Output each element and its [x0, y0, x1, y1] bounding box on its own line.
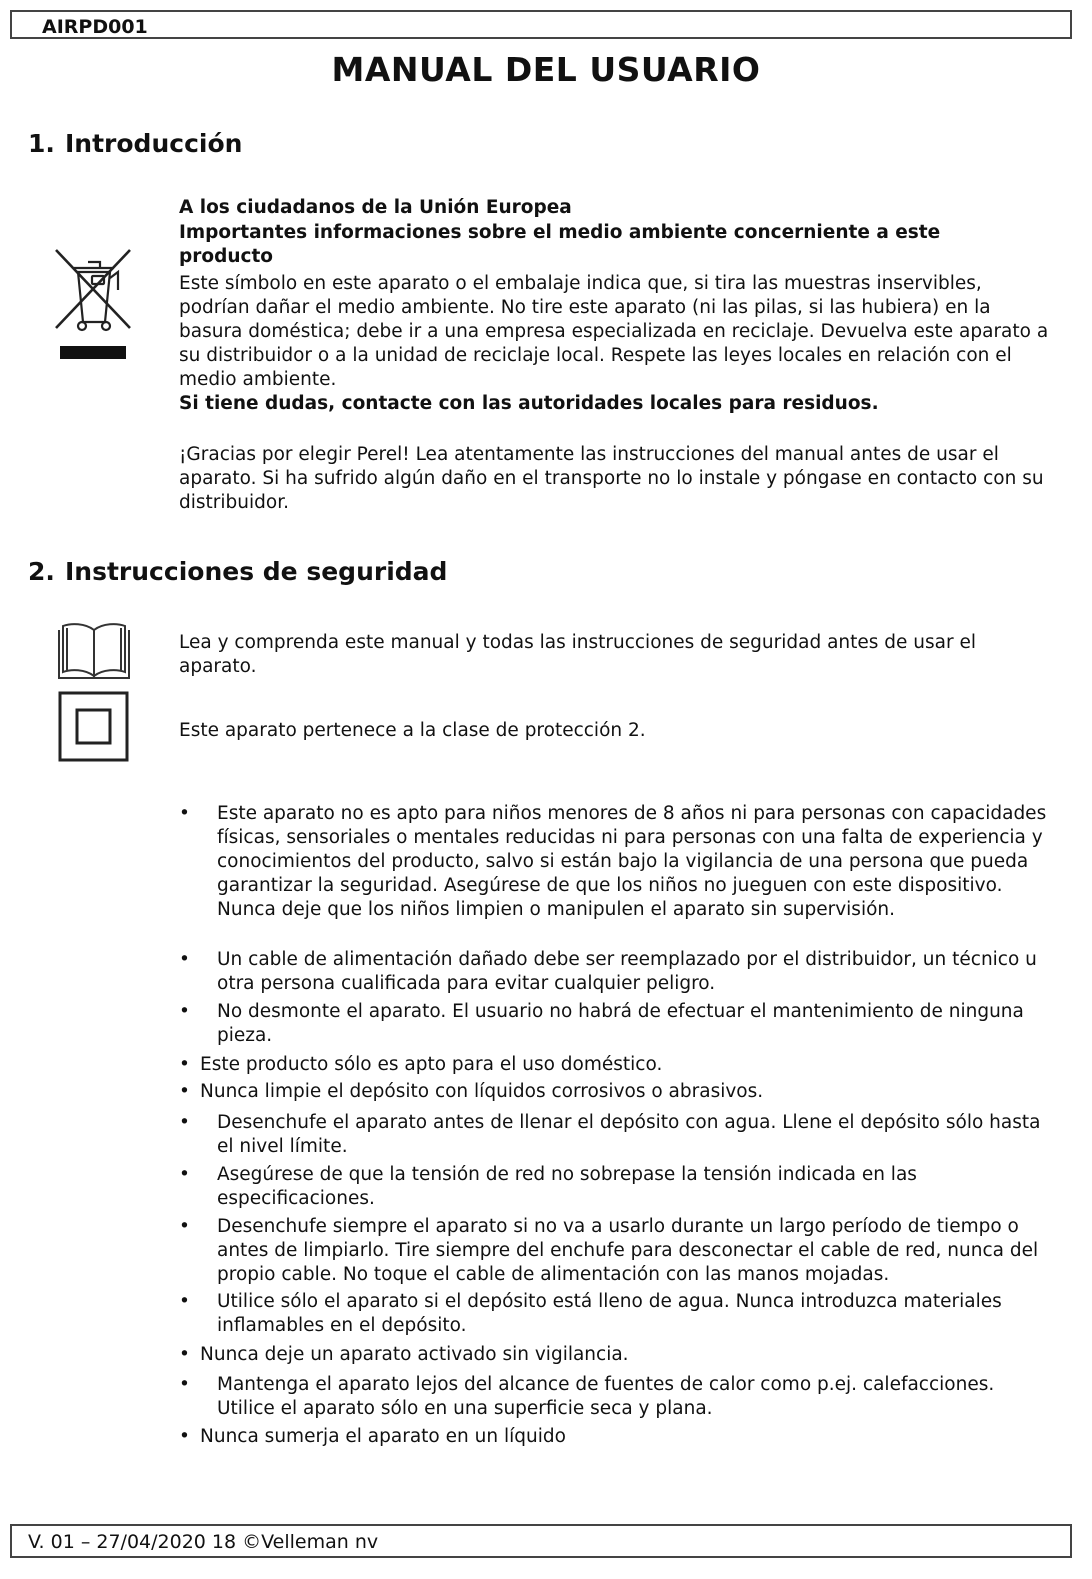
section-title: Introducción [65, 129, 243, 158]
footer-version: V. 01 – 27/04/2020 18 ©Velleman nv [28, 1531, 379, 1553]
section-title: Instrucciones de seguridad [65, 557, 448, 586]
bullet-icon: • [179, 1426, 190, 1447]
read-manual-icon [55, 620, 133, 682]
list-item: • Mantenga el aparato lejos del alcance de fuentes de calor como p.ej. calefacciones. Utilice el aparato sólo en una superficie seca y plana. [179, 1374, 995, 1419]
header-bar [10, 10, 1072, 39]
section-number: 1. [28, 129, 55, 158]
bullet-icon: • [179, 803, 190, 824]
section-number: 2. [28, 557, 55, 586]
footer-bar [10, 1524, 1072, 1558]
list-item: • Asegúrese de que la tensión de red no sobrepase la tensión indicada en las especificaciones. [179, 1164, 917, 1209]
list-item: • Este aparato no es apto para niños menores de 8 años ni para personas con capacidades físicas, sensoriales o mentales reducidas ni para personas con una falta de experiencia y conocimientos del producto, salvo si están bajo la vigilancia de una persona que pueda garantizar la seguridad. Asegúrese de que los niños no jueguen con este dispositivo. Nunca deje que los niños limpien o manipulen el aparato sin supervisión. [179, 803, 1047, 920]
bullet-icon: • [179, 1054, 190, 1075]
bullet-icon: • [179, 1112, 190, 1133]
bullet-icon: • [179, 1164, 190, 1185]
bullet-icon: • [179, 1344, 190, 1365]
list-item: • Este producto sólo es apto para el uso doméstico. [179, 1054, 663, 1075]
list-item: • Utilice sólo el aparato si el depósito está lleno de agua. Nunca introduzca materiales inflamables en el depósito. [179, 1291, 1002, 1336]
list-item: • Nunca sumerja el aparato en un líquido [179, 1426, 566, 1447]
section-heading-introduccion [28, 129, 242, 158]
environment-heading: Importantes informaciones sobre el medio ambiente concerniente a este producto [179, 222, 941, 267]
page-title: MANUAL DEL USUARIO [331, 50, 761, 89]
bullet-icon: • [179, 1001, 190, 1022]
list-item: • Desenchufe el aparato antes de llenar el depósito con agua. Llene el depósito sólo hasta el nivel límite. [179, 1112, 1041, 1157]
class-ii-text: Este aparato pertenece a la clase de protección 2. [179, 720, 646, 741]
bullet-icon: • [179, 1291, 190, 1312]
list-item: • Un cable de alimentación dañado debe ser reemplazado por el distribuidor, un técnico u otra persona cualificada para evitar cualquier peligro. [179, 949, 1037, 994]
read-manual-text: Lea y comprenda este manual y todas las instrucciones de seguridad antes de usar el aparato. [179, 632, 977, 677]
section-heading-seguridad [28, 557, 447, 586]
list-item: • Nunca deje un aparato activado sin vigilancia. [179, 1344, 629, 1365]
bullet-icon: • [179, 1374, 190, 1395]
bullet-icon: • [179, 1216, 190, 1237]
list-item: • Desenchufe siempre el aparato si no va a usarlo durante un largo período de tiempo o antes de limpiarlo. Tire siempre del enchufe para desconectar el cable de red, nunca del propio cable. No toque el cable de alimentación con las manos mojadas. [179, 1216, 1039, 1285]
bullet-icon: • [179, 949, 190, 970]
class-ii-protection-icon [58, 691, 129, 762]
list-item: • Nunca limpie el depósito con líquidos corrosivos o abrasivos. [179, 1081, 764, 1102]
list-item: • No desmonte el aparato. El usuario no habrá de efectuar el mantenimiento de ninguna pieza. [179, 1001, 1024, 1046]
model-number: AIRPD001 [42, 16, 148, 38]
thanks-paragraph: ¡Gracias por elegir Perel! Lea atentamente las instrucciones del manual antes de usar el aparato. Si ha sufrido algún daño en el transporte no lo instale y póngase en contacto con su distribuidor. [179, 444, 1044, 513]
environment-body: Este símbolo en este aparato o el embalaje indica que, si tira las muestras inservibles, podrían dañar el medio ambiente. No tire este aparato (ni las pilas, si las hubiera) en la basura doméstica; debe ir a una empresa especializada en reciclaje. Devuelva este aparato a su distribuidor o a la unidad de reciclaje local. Respete las leyes locales en relación con el medio ambiente. [179, 273, 1049, 390]
bullet-icon: • [179, 1081, 190, 1102]
environment-contact: Si tiene dudas, contacte con las autoridades locales para residuos. [179, 393, 879, 414]
eu-citizens-heading: A los ciudadanos de la Unión Europea [179, 197, 572, 218]
weee-bin-icon [52, 246, 134, 364]
